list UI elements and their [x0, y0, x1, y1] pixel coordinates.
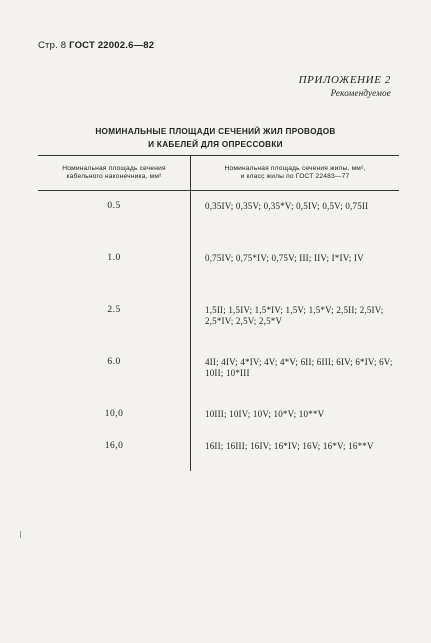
table-title [0, 125, 431, 151]
table-row [38, 243, 399, 295]
table-row [38, 347, 399, 399]
wire-area-cell: 1,5II; 1,5IV; 1,5*IV; 1,5V; 1,5*V; 2,5II; 2,5IV; 2,5*IV; 2,5V; 2,5*V [205, 305, 384, 326]
page-label: Стр. 8 [38, 40, 67, 51]
table-row [38, 191, 399, 244]
header-lug-area [38, 156, 191, 191]
lug-area-cell: 1.0 [38, 243, 191, 295]
lug-area-cell: 0.5 [38, 191, 191, 244]
wire-area-cell: 0,35IV; 0,35V; 0,35*V; 0,5IV; 0,5V; 0,75II [205, 201, 369, 211]
table-row [38, 399, 399, 431]
lug-area-cell: 10,0 [38, 399, 191, 431]
table-header-row [38, 156, 399, 191]
scan-mark [20, 531, 21, 538]
header-wire-area-line-2: и класс жилы по ГОСТ 22483—77 [240, 173, 350, 180]
table-row [38, 295, 399, 347]
standard-number: ГОСТ 22002.6—82 [69, 40, 155, 51]
header-lug-area-line-1: Номинальная площадь сечения [62, 164, 166, 172]
table-title-line-2: И КАБЕЛЕЙ ДЛЯ ОПРЕССОВКИ [148, 140, 283, 149]
table-title-line-1: НОМИНАЛЬНЫЕ ПЛОЩАДИ СЕЧЕНИЙ ЖИЛ ПРОВОДОВ [95, 127, 336, 136]
appendix-label [299, 74, 391, 98]
appendix-subtitle: Рекомендуемое [330, 88, 391, 98]
header-wire-area [191, 156, 400, 191]
lug-area-cell: 2.5 [38, 295, 191, 347]
wire-area-cell: 10III; 10IV; 10V; 10*V; 10**V [205, 409, 325, 419]
lug-area-cell: 16,0 [38, 431, 191, 471]
table-row [38, 431, 399, 471]
wire-area-cell: 16II; 16III; 16IV; 16*IV; 16V; 16*V; 16**V [205, 441, 374, 451]
header-lug-area-line-2: кабельного наконечника, мм² [66, 173, 162, 180]
page-header [38, 40, 154, 51]
wire-area-cell: 4II; 4IV; 4*IV; 4V; 4*V; 6II; 6III; 6IV; 6*IV; 6V; 10II; 10*III [205, 357, 393, 378]
header-wire-area-line-1: Номинальная площадь сечения жилы, мм², [224, 164, 366, 172]
cross-section-table [38, 155, 399, 471]
lug-area-cell: 6.0 [38, 347, 191, 399]
appendix-title: ПРИЛОЖЕНИЕ 2 [298, 74, 391, 86]
wire-area-cell: 0,75IV; 0,75*IV; 0,75V; III; IIV; I*IV; IV [205, 253, 364, 263]
